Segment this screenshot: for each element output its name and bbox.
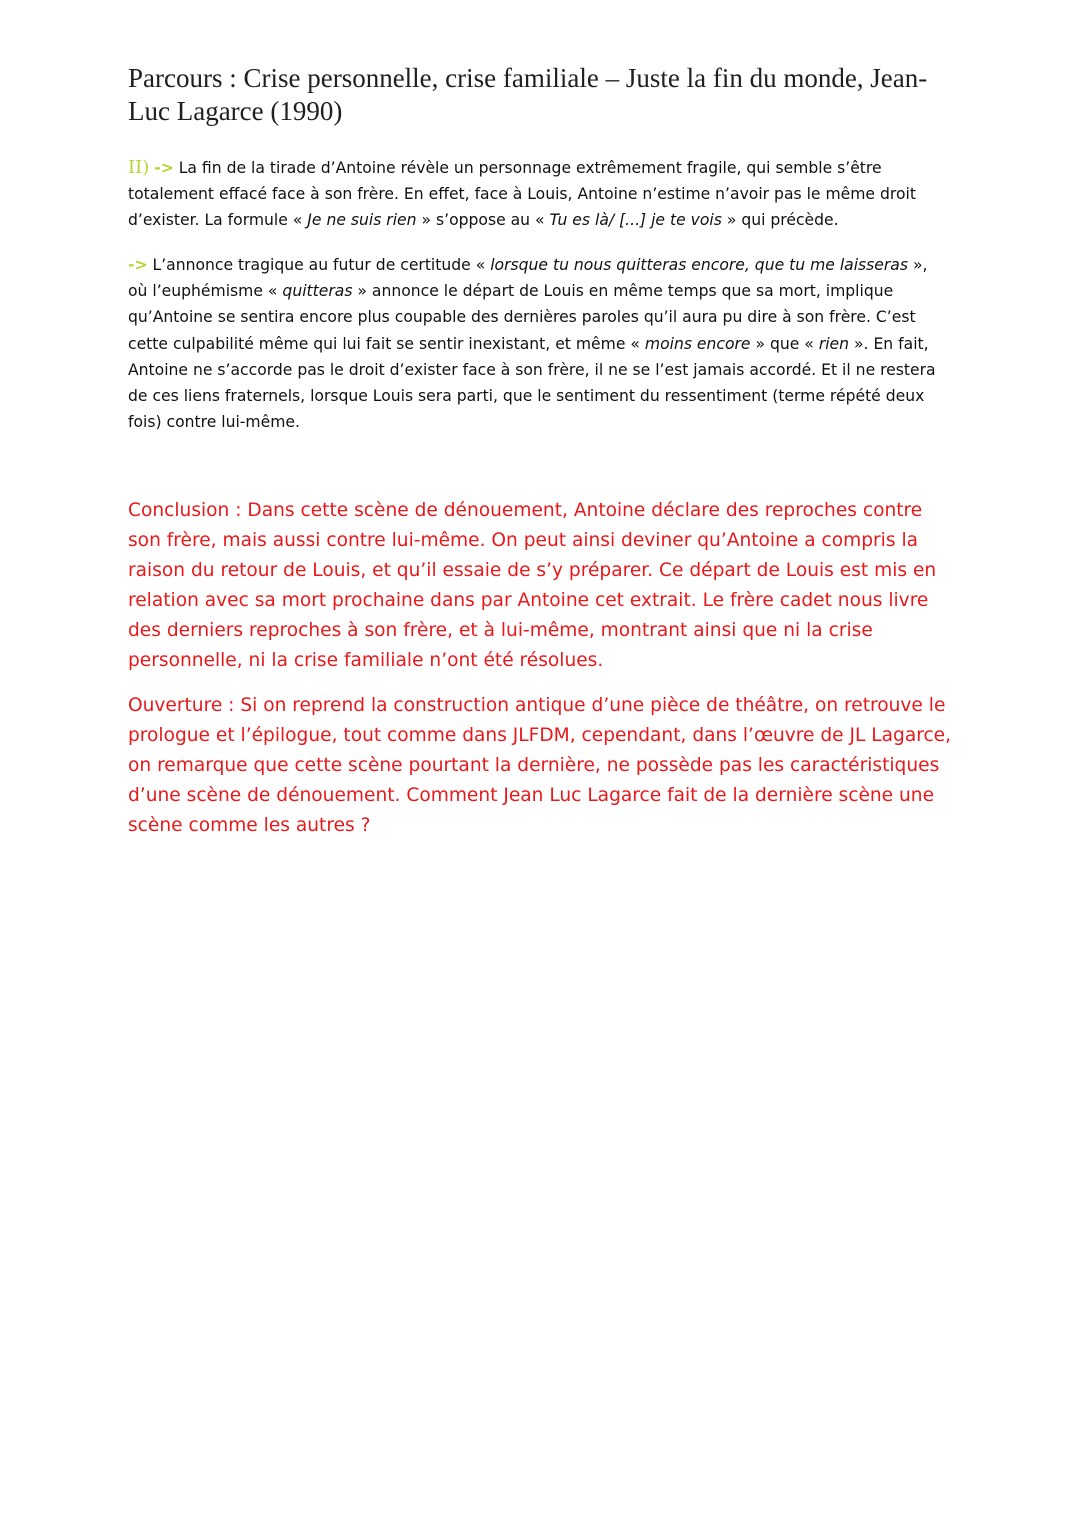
ouverture-paragraph: Ouverture : Si on reprend la construction antique d’une pièce de théâtre, on retrouve le prologue et l’épilogue, tout comme dans JLFDM, cependant, dans l’œuvre de JL Lagarce, on remarque que cette scène pourtant la dernière, ne possède pas les caractéristiques d’une scène de dénouement. Comment Jean Luc Lagarce fait de la dernière scène une scène comme les autres ? [128, 695, 952, 837]
conclusion-paragraph: Conclusion : Dans cette scène de dénouement, Antoine déclare des reproches contre son frère, mais aussi contre lui-même. On peut ainsi deviner qu’Antoine a compris la raison du retour de Louis, et qu’il essaie de s’y préparer. Ce départ de Louis est mis en relation avec sa mort prochaine dans par Antoine cet extrait. Le frère cadet nous livre des derniers reproches à son frère, et à lui-même, montrant ainsi que ni la crise personnelle, ni la crise familiale n’ont été résolues. [128, 500, 937, 672]
para1-quote-1: Je ne suis rien [307, 211, 417, 230]
para2-text-1: L’annonce tragique au futur de certitude « [147, 256, 491, 274]
para2-quote-1: lorsque tu nous quitteras encore, que tu me laisseras [490, 256, 908, 274]
para1-text-2: » s’oppose au « [416, 211, 550, 230]
para2-text-2: », où l’euphémisme « [128, 256, 928, 301]
paragraph-annonce [128, 252, 950, 435]
section-marker: II) [128, 157, 150, 178]
para2-text-3: » annonce le départ de Louis en même temps que sa mort, implique qu’Antoine se sentira encore plus coupable des dernières paroles qu’il aura pu dire à son frère. C’est cette culpabilité même qui lui fait se sentir inexistant, et même « [128, 282, 916, 353]
para2-quote-4: rien [818, 334, 850, 353]
para2-text-5: ». En fait, Antoine ne s’accorde pas le droit d’exister face à son frère, il ne se l’est jamais accordé. Et il ne restera de ces liens fraternels, lorsque Louis sera parti, que le sentiment du ressentiment (terme répété deux fois) contre lui-même. [128, 334, 936, 432]
page-title: Parcours : Crise personnelle, crise familiale – Juste la fin du monde, Jean-Luc Lagarce (1990) [128, 63, 928, 126]
para2-text-4: » que « [750, 334, 819, 353]
para2-quote-3: moins encore [644, 334, 751, 353]
para2-quote-2: quitteras [282, 282, 353, 301]
arrow-icon: -> [128, 256, 148, 274]
arrow-icon: -> [154, 159, 174, 177]
para1-text-1: La fin de la tirade d’Antoine révèle un personnage extrêmement fragile, qui semble s’être totalement effacé face à son frère. En effet, face à Louis, Antoine n’estime n’avoir pas le même droit d’exister. La formule « [128, 159, 916, 230]
para1-text-3: » qui précède. [721, 211, 839, 230]
paragraph-section-two [128, 155, 950, 234]
para1-quote-2: Tu es là/ [...] je te vois [549, 211, 722, 230]
